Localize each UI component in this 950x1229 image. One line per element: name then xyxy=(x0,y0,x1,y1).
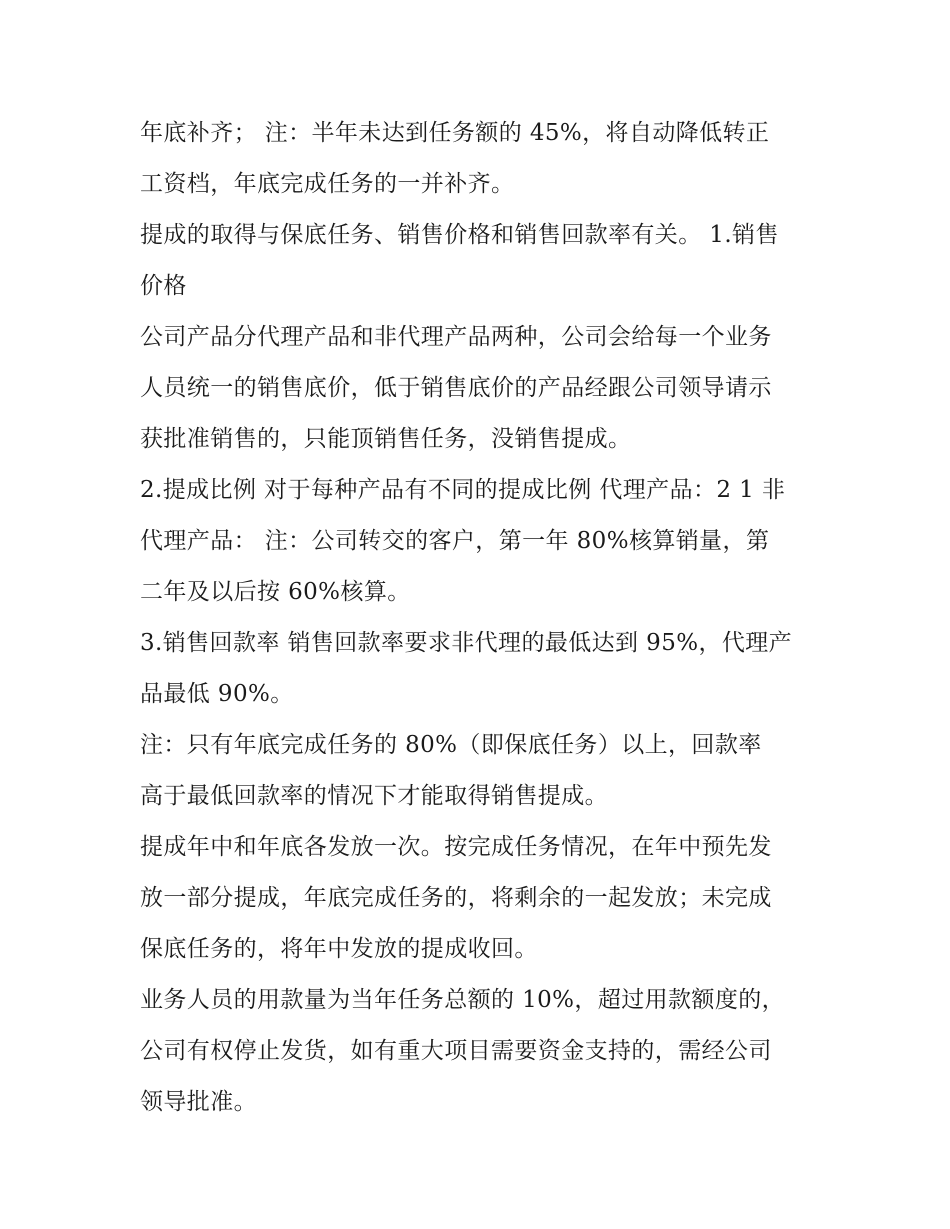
text-line: 价格 xyxy=(140,273,187,299)
text-line: 高于最低回款率的情况下才能取得销售提成。 xyxy=(140,783,608,809)
text-line: 工资档，年底完成任务的一并补齐。 xyxy=(140,171,515,197)
text-line: 放一部分提成，年底完成任务的，将剩余的一起发放；未完成 xyxy=(140,885,772,911)
text-line: 公司有权停止发货，如有重大项目需要资金支持的，需经公司 xyxy=(140,1038,772,1064)
text-line: 提成年中和年底各发放一次。按完成任务情况，在年中预先发 xyxy=(140,834,772,860)
document-body xyxy=(140,108,830,1128)
text-line: 领导批准。 xyxy=(140,1089,257,1115)
text-line: 品最低 90%。 xyxy=(140,681,294,707)
text-line: 业务人员的用款量为当年任务总额的 10%，超过用款额度的， xyxy=(140,987,786,1013)
text-line: 人员统一的销售底价，低于销售底价的产品经跟公司领导请示 xyxy=(140,375,772,401)
text-line: 注：只有年底完成任务的 80%（即保底任务）以上，回款率 xyxy=(140,732,762,758)
text-line: 保底任务的，将年中发放的提成收回。 xyxy=(140,936,538,962)
text-line: 年底补齐； 注：半年未达到任务额的 45%，将自动降低转正 xyxy=(140,120,770,146)
text-line: 提成的取得与保底任务、销售价格和销售回款率有关。 1.销售 xyxy=(140,222,779,248)
text-line: 二年及以后按 60%核算。 xyxy=(140,579,411,605)
text-line: 获批准销售的，只能顶销售任务，没销售提成。 xyxy=(140,426,632,452)
text-line: 3.销售回款率 销售回款率要求非代理的最低达到 95%，代理产 xyxy=(140,630,793,656)
text-line: 2.提成比例 对于每种产品有不同的提成比例 代理产品：2 1 非 xyxy=(140,477,786,503)
text-line: 代理产品： 注：公司转交的客户，第一年 80%核算销量，第 xyxy=(140,528,770,554)
text-line: 公司产品分代理产品和非代理产品两种，公司会给每一个业务 xyxy=(140,324,772,350)
